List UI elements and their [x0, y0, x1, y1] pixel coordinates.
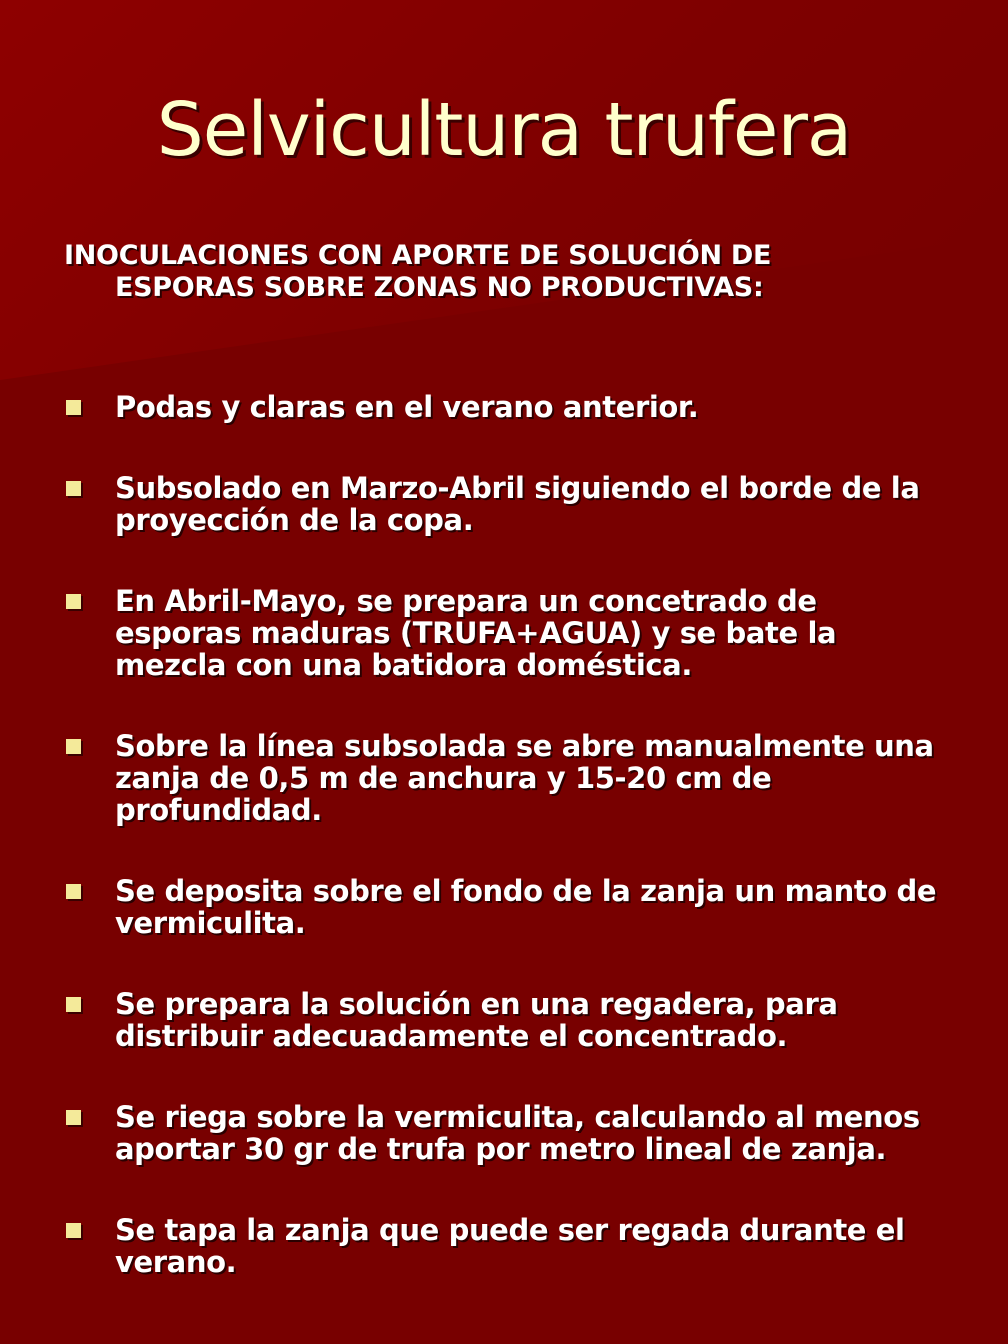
square-bullet-icon: [66, 739, 81, 754]
square-bullet-icon: [66, 400, 81, 415]
bullet-item: [0, 391, 1008, 423]
slide-title: Selvicultura trufera: [156, 87, 852, 173]
square-bullet-icon: [66, 1223, 81, 1238]
square-bullet-icon: [66, 1110, 81, 1125]
bullet-list: [0, 391, 1008, 1278]
bullet-item: [0, 472, 1008, 536]
bullet-text: En Abril-Mayo, se prepara un concetrado de esporas maduras (TRUFA+AGUA) y se bate la mezcla con una batidora doméstica.: [115, 584, 837, 682]
bullet-item: [0, 1214, 1008, 1278]
bullet-text: Se tapa la zanja que puede ser regada durante el verano.: [115, 1213, 905, 1279]
section-heading: [64, 240, 964, 304]
square-bullet-icon: [66, 884, 81, 899]
bullet-text: Subsolado en Marzo-Abril siguiendo el borde de la proyección de la copa.: [115, 471, 920, 537]
section-heading-line-2: ESPORAS SOBRE ZONAS NO PRODUCTIVAS:: [115, 272, 764, 303]
bullet-item: [0, 585, 1008, 681]
square-bullet-icon: [66, 594, 81, 609]
bullet-text: Se prepara la solución en una regadera, para distribuir adecuadamente el concentrado.: [115, 987, 838, 1053]
bullet-text: Se riega sobre la vermiculita, calculando al menos aportar 30 gr de trufa por metro lineal de zanja.: [115, 1100, 920, 1166]
bullet-item: [0, 988, 1008, 1052]
background-band: [0, 0, 1008, 380]
bullet-item: [0, 1101, 1008, 1165]
bullet-item: [0, 875, 1008, 939]
bullet-text: Sobre la línea subsolada se abre manualmente una zanja de 0,5 m de anchura y 15-20 cm de profundidad.: [115, 729, 934, 827]
bullet-text: Podas y claras en el verano anterior.: [115, 390, 699, 424]
bullet-text: Se deposita sobre el fondo de la zanja un manto de vermiculita.: [115, 874, 937, 940]
bullet-item: [0, 730, 1008, 826]
square-bullet-icon: [66, 997, 81, 1012]
section-heading-line-1: INOCULACIONES CON APORTE DE SOLUCIÓN DE: [64, 240, 772, 271]
square-bullet-icon: [66, 481, 81, 496]
